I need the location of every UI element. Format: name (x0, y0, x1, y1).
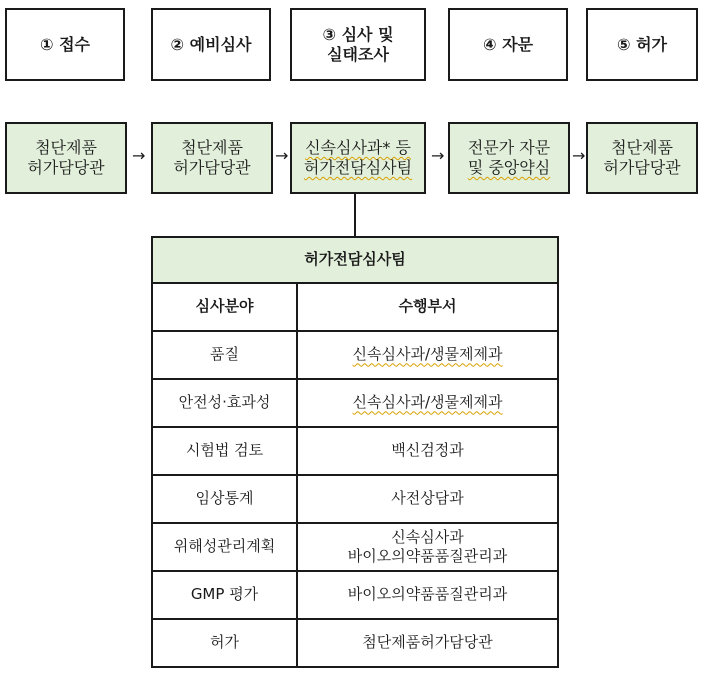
review-team-table (151, 236, 559, 668)
flow-arrow-2: → (275, 146, 289, 165)
department-cell (297, 475, 558, 523)
table-row (152, 475, 558, 523)
department-line: 신속심사과/생물제제과 (352, 393, 503, 412)
stage-4-box (448, 8, 568, 81)
stage-4-label: ④ 자문 (482, 34, 534, 54)
stage-1-box (5, 8, 125, 81)
dept-box-2 (151, 122, 273, 194)
review-field-cell: 위해성관리계획 (152, 523, 297, 571)
dept-2-line2: 허가담당관 (173, 158, 251, 177)
stage-3-box (290, 8, 426, 81)
dept-4-line2: 및 중앙약심 (467, 158, 551, 177)
dept-3-line2: 허가전담심사팀 (303, 158, 413, 177)
table-row (152, 571, 558, 619)
flow-arrow-1: → (132, 146, 146, 165)
department-cell (297, 331, 558, 379)
table-row (152, 523, 558, 571)
review-field-cell: 품질 (152, 331, 297, 379)
department-line: 신속심사과 (391, 527, 464, 546)
table-title-row (152, 237, 558, 283)
dept-box-1 (5, 122, 127, 194)
dept-1-line2: 허가담당관 (27, 158, 105, 177)
dept-1-line1: 첨단제품 (35, 138, 97, 157)
department-line: 신속심사과/생물제제과 (352, 345, 503, 364)
stage-1-label: ① 접수 (39, 34, 91, 54)
dept-box-5 (586, 122, 698, 194)
dept-box-4 (448, 122, 570, 194)
dept-2-line1: 첨단제품 (181, 138, 243, 157)
review-field-cell: 허가 (152, 619, 297, 667)
stage-2-label: ② 예비심사 (170, 34, 252, 54)
dept-3-line1: 신속심사과* 등 (305, 138, 411, 157)
department-line: 사전상담과 (391, 489, 464, 508)
review-field-cell: 임상통계 (152, 475, 297, 523)
stage-2-box (151, 8, 271, 81)
department-cell (297, 571, 558, 619)
table-row (152, 331, 558, 379)
table-row (152, 427, 558, 475)
department-line: 바이오의약품품질관리과 (347, 547, 508, 565)
dept-5-line1: 첨단제품 (611, 138, 673, 157)
department-cell (297, 427, 558, 475)
department-line: 첨단제품허가담당관 (362, 633, 493, 652)
flow-arrow-4: → (572, 146, 586, 165)
department-line: 바이오의약품품질관리과 (347, 585, 508, 604)
header-department: 수행부서 (297, 283, 558, 331)
department-cell (297, 379, 558, 427)
review-field-cell: 안전성·효과성 (152, 379, 297, 427)
stage-5-box (586, 8, 698, 81)
review-field-cell: 시험법 검토 (152, 427, 297, 475)
dept-box-3 (290, 122, 426, 194)
dept-5-line2: 허가담당관 (603, 158, 681, 177)
table-row (152, 379, 558, 427)
department-line: 백신검정과 (391, 441, 464, 460)
table-title: 허가전담심사팀 (152, 237, 558, 283)
department-cell (297, 619, 558, 667)
department-cell (297, 523, 558, 571)
table-header-row (152, 283, 558, 331)
flow-arrow-3: → (431, 146, 445, 165)
stage-3-label: ③ 심사 및 실태조사 (322, 24, 394, 64)
table-row (152, 619, 558, 667)
stage-5-label: ⑤ 허가 (616, 34, 668, 54)
header-review-field: 심사분야 (152, 283, 297, 331)
review-field-cell: GMP 평가 (152, 571, 297, 619)
connector-line (354, 194, 356, 237)
dept-4-line1: 전문가 자문 (467, 138, 551, 157)
